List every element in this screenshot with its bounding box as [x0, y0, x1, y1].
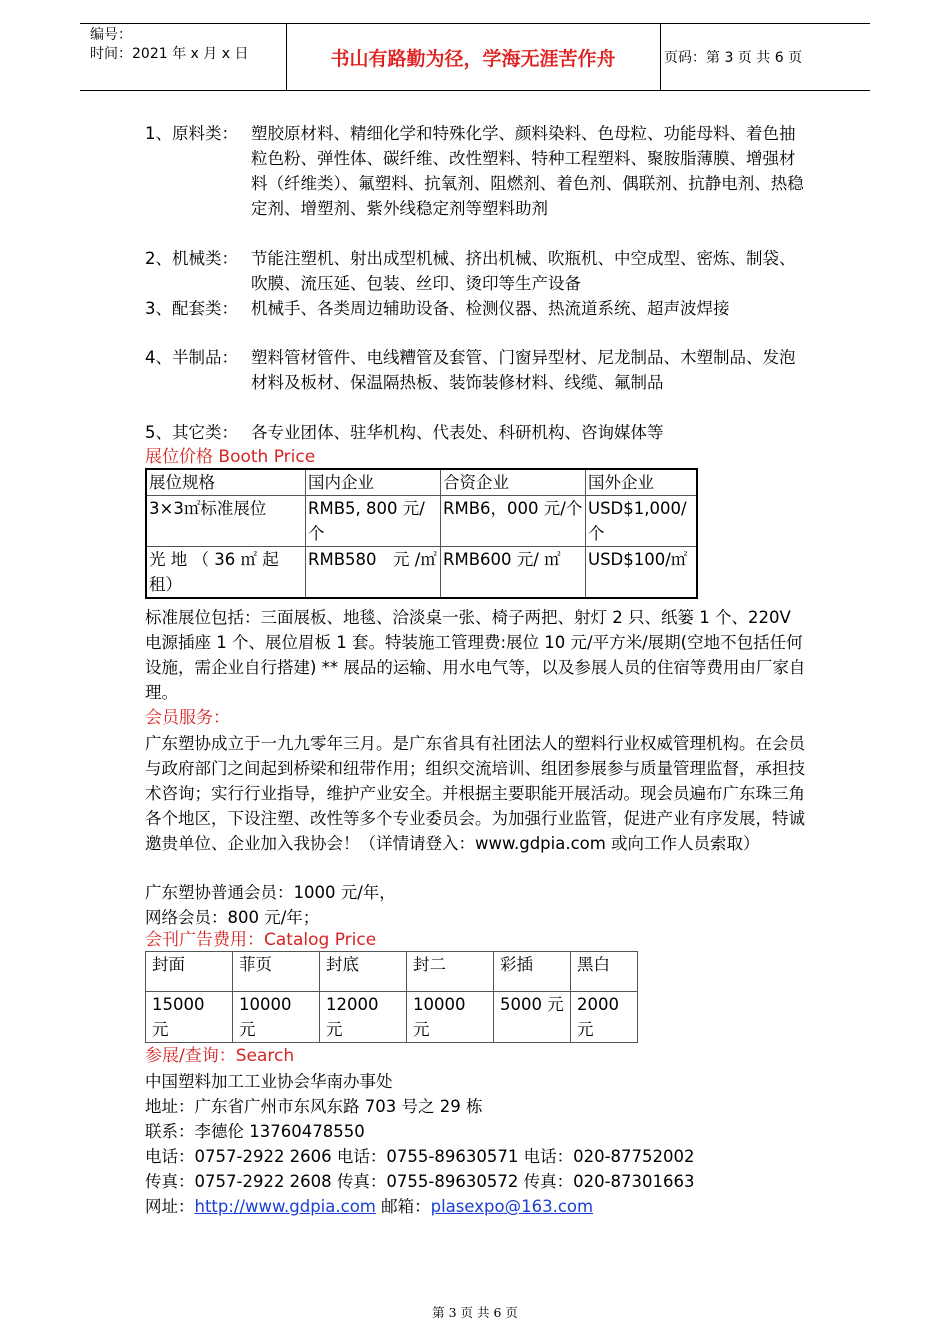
contact-heading: 参展/查询：Search: [145, 1046, 295, 1066]
table-header-cell: 黑白: [571, 952, 638, 992]
table-cell: RMB5, 800 元/个: [306, 496, 441, 547]
website-label: 网址：: [145, 1197, 195, 1216]
catalog-heading: 会刊广告费用：Catalog Price: [145, 930, 377, 950]
table-row: [146, 992, 638, 1043]
table-header-row: [146, 469, 697, 496]
table-cell: 12000 元: [320, 992, 407, 1043]
table-cell: USD$1,000/个: [586, 496, 698, 547]
table-cell: 15000 元: [146, 992, 233, 1043]
contact-person: 联系：李德伦 13760478550: [145, 1122, 365, 1141]
category-text: 各专业团体、驻华机构、代表处、科研机构、咨询媒体等: [251, 423, 664, 442]
table-header-cell: 合资企业: [441, 469, 586, 496]
member-fee-regular: 广东塑协普通会员：1000 元/年，: [145, 883, 396, 902]
table-header-cell: 封二: [407, 952, 494, 992]
category-label: 3、配套类：: [145, 299, 238, 318]
contact-phones: 电话：0757-2922 2606 电话：0755-89630571 电话：020-87752002: [145, 1147, 695, 1166]
category-text: 节能注塑机、射出成型机械、挤出机械、吹瓶机、中空成型、密炼、制袋、吹膜、流压延、包装、丝印、烫印等生产设备: [251, 249, 796, 293]
table-cell: 10000 元: [233, 992, 320, 1043]
page-header: [80, 23, 870, 91]
table-header-cell: 彩插: [494, 952, 571, 992]
header-page: 页码：第 3 页 共 6 页: [664, 50, 803, 66]
website-link[interactable]: http://www.gdpia.com: [194, 1197, 376, 1216]
table-header-cell: 国内企业: [306, 469, 441, 496]
member-fee-online: 网络会员：800 元/年；: [145, 908, 320, 927]
category-label: 1、原料类：: [145, 124, 238, 143]
catalog-price-table: [145, 951, 638, 1043]
booth-price-table: [145, 468, 698, 599]
category-label: 5、其它类：: [145, 423, 238, 442]
email-label: 邮箱：: [375, 1197, 431, 1216]
member-heading: 会员服务：: [145, 708, 230, 728]
table-cell: 2000 元: [571, 992, 638, 1043]
header-motto: 书山有路勤为径，学海无涯苦作舟: [330, 47, 616, 70]
category-label: 2、机械类：: [145, 249, 238, 268]
table-cell: 光 地 （ 36 ㎡ 起租）: [146, 547, 306, 599]
table-header-cell: 封底: [320, 952, 407, 992]
table-cell: RMB6，000 元/个: [441, 496, 586, 547]
table-header-row: [146, 952, 638, 992]
contact-org: 中国塑料加工工业协会华南办事处: [145, 1072, 393, 1091]
header-divider: [660, 24, 661, 90]
header-divider: [286, 24, 287, 90]
table-cell: RMB600 元/ ㎡: [441, 547, 586, 599]
table-header-cell: 封面: [146, 952, 233, 992]
page-footer: 第 3 页 共 6 页: [432, 1305, 518, 1320]
table-header-cell: 国外企业: [586, 469, 698, 496]
category-text: 塑胶原材料、精细化学和特殊化学、颜料染料、色母粒、功能母料、着色抽粒色粉、弹性体、碳纤维、改性塑料、特种工程塑料、聚胺脂薄膜、增强材料（纤维类）、氟塑料、抗氧剂、阻燃剂、着色剂、偶联剂、抗静电剂、热稳定剂、增塑剂、紫外线稳定剂等塑料助剂: [251, 124, 804, 218]
header-time: 时间：2021 年 x 月 x 日: [90, 46, 249, 62]
contact-address: 地址：广东省广州市东风东路 703 号之 29 栋: [145, 1097, 483, 1116]
table-header-cell: 菲页: [233, 952, 320, 992]
table-cell: USD$100/㎡: [586, 547, 698, 599]
email-link[interactable]: plasexpo@163.com: [430, 1197, 594, 1216]
category-text: 机械手、各类周边辅助设备、检测仪器、热流道系统、超声波焊接: [251, 299, 730, 318]
category-text: 塑料管材管件、电线糟管及套管、门窗异型材、尼龙制品、木塑制品、发泡材料及板材、保温隔热板、装饰装修材料、线缆、氟制品: [251, 348, 796, 392]
table-row: [146, 496, 697, 547]
table-row: [146, 547, 697, 599]
table-header-cell: 展位规格: [146, 469, 306, 496]
table-cell: 3×3㎡标准展位: [146, 496, 306, 547]
table-cell: 5000 元: [494, 992, 571, 1043]
header-number: 编号：: [90, 27, 132, 43]
table-cell: 10000 元: [407, 992, 494, 1043]
booth-note: 标准展位包括：三面展板、地毯、洽淡桌一张、椅子两把、射灯 2 只、纸篓 1 个、220V 电源插座 1 个、展位眉板 1 套。特装施工管理费:展位 10 元/平方米/展期(空地不包括任何设施，需企业自行搭建) ** 展品的运输、用水电气等，以及参展人员的住宿等费用由厂家自理。: [145, 608, 806, 702]
member-text: 广东塑协成立于一九九零年三月。是广东省具有社团法人的塑料行业权威管理机构。在会员与政府部门之间起到桥梁和纽带作用；组织交流培训、组团参展参与质量管理监督，承担技术咨询；实行行业指导，维护产业安全。并根据主要职能开展活动。现会员遍布广东珠三角各个地区，下设注塑、改性等多个专业委员会。为加强行业监管，促进产业有序发展，特诚邀贵单位、企业加入我协会！（详情请登入：www.gdpia.com 或向工作人员索取）: [145, 734, 805, 853]
booth-price-heading: 展位价格 Booth Price: [145, 447, 316, 467]
contact-links: [145, 1194, 593, 1219]
table-cell: RMB580 元 /㎡: [306, 547, 441, 599]
contact-faxes: 传真：0757-2922 2608 传真：0755-89630572 传真：020-87301663: [145, 1172, 695, 1191]
category-label: 4、半制品：: [145, 348, 238, 367]
header-meta: [90, 26, 286, 64]
